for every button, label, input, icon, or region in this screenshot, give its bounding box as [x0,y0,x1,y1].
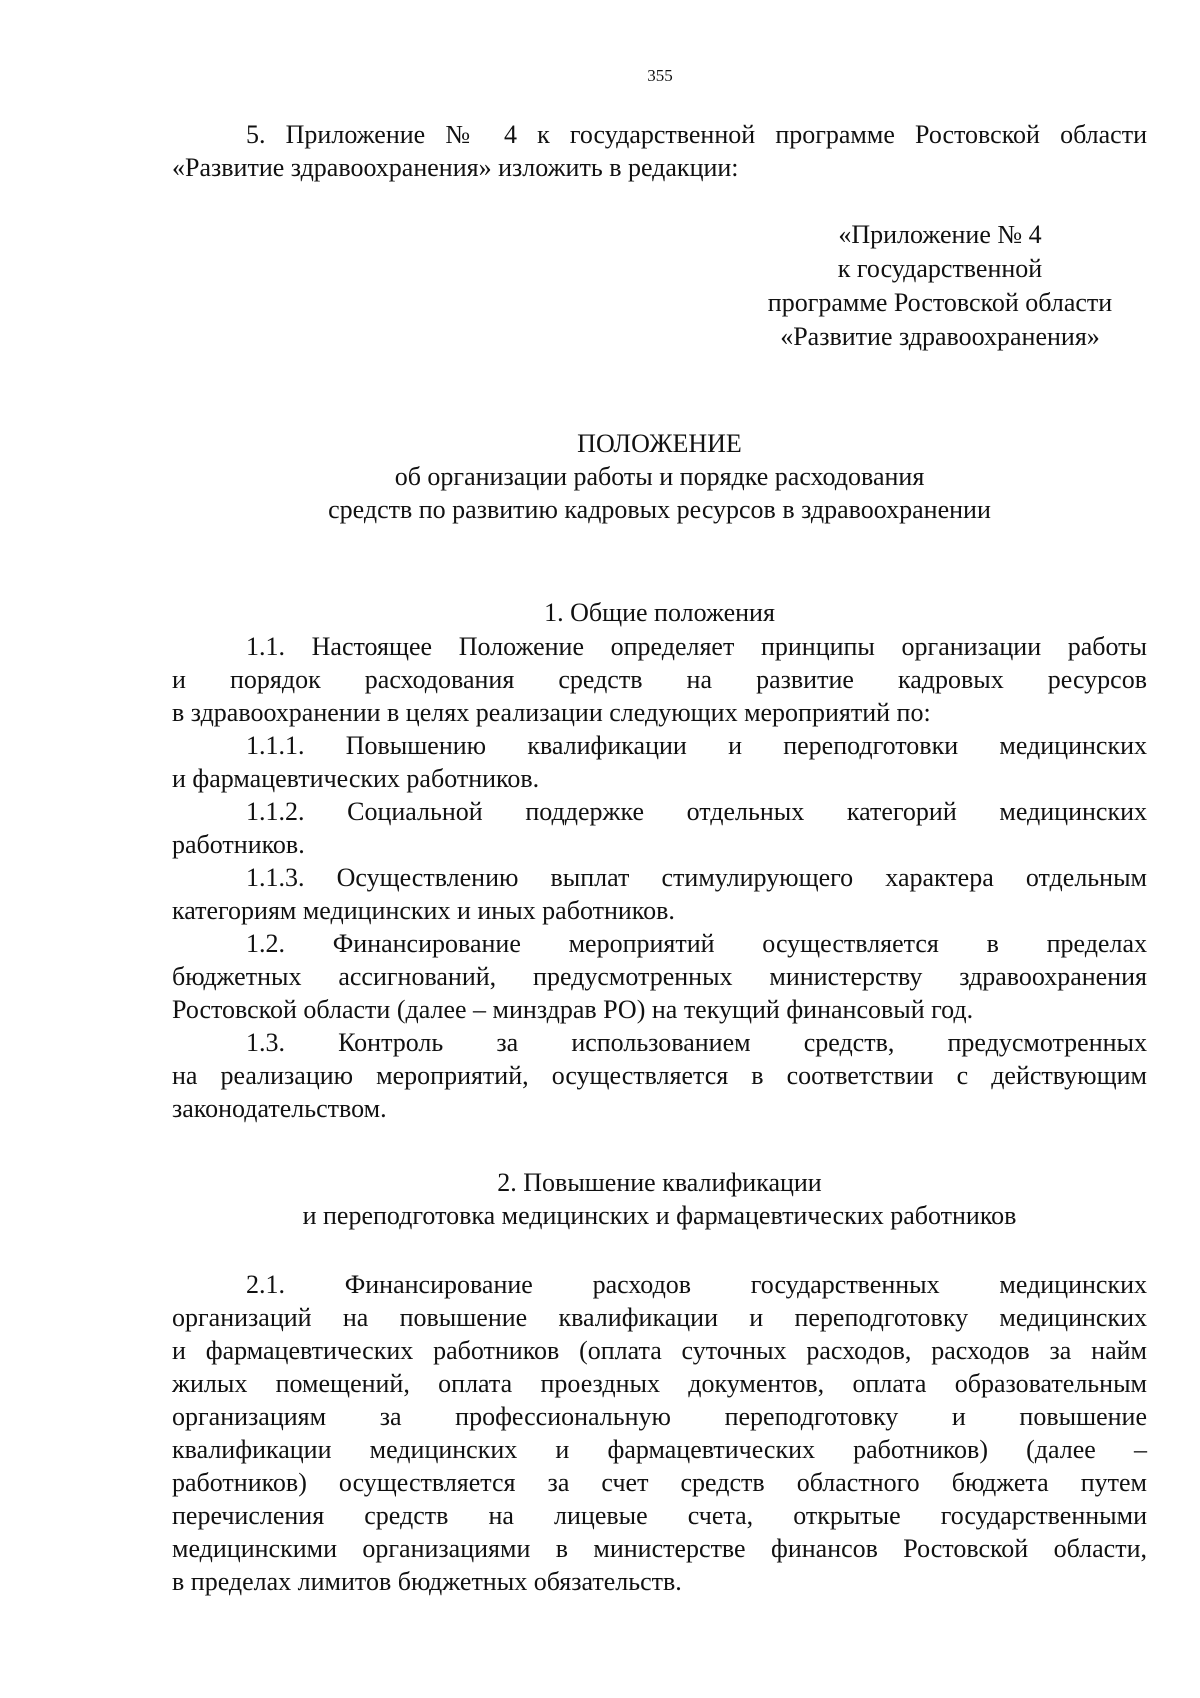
page-number: 355 [647,66,673,85]
paragraph-line: квалификации медицинских и фармацевтических работников) (далее – [172,1435,1147,1464]
document-subtitle-line: средств по развитию кадровых ресурсов в здравоохранении [328,495,991,524]
appendix-header-line: к государственной [837,254,1043,283]
paragraph-line: Ростовской области (далее – минздрав РО) на текущий финансовый год. [172,995,974,1024]
appendix-header-line: «Развитие здравоохранения» [780,322,1100,351]
document-heading: ПОЛОЖЕНИЕ [577,429,742,458]
paragraph-1-2 [172,927,1147,1026]
paragraph-line: 2.1. Финансирование расходов государственных медицинских [246,1270,1147,1299]
paragraph-1-1 [172,630,1147,729]
paragraph-1-3 [172,1026,1147,1125]
section-2-title-line: и переподготовка медицинских и фармацевтических работников [302,1201,1017,1230]
section-2-title [172,1166,1147,1232]
paragraph-line: на реализацию мероприятий, осуществляется в соответствии с действующим [172,1061,1147,1090]
appendix-header-line: «Приложение № 4 [838,220,1042,249]
appendix-header [750,218,1130,354]
intro-line: 5. Приложение № 4 к государственной программе Ростовской области [246,120,1147,149]
paragraph-1-1-3 [172,861,1147,927]
paragraph-line: организациям за профессиональную переподготовку и повышение [172,1402,1147,1431]
paragraph-1-1-1 [172,729,1147,795]
paragraph-2-1 [172,1268,1147,1598]
section-1-title: 1. Общие положения [544,598,775,627]
intro-paragraph [172,118,1147,184]
paragraph-line: работников) осуществляется за счет средств областного бюджета путем [172,1468,1147,1497]
document-title [172,427,1147,526]
paragraph-line: 1.1.1. Повышению квалификации и переподготовки медицинских [246,731,1147,760]
paragraph-line: 1.1.2. Социальной поддержке отдельных категорий медицинских [246,797,1147,826]
appendix-header-line: программе Ростовской области [767,288,1113,317]
paragraph-line: законодательством. [172,1094,387,1123]
paragraph-line: и фармацевтических работников (оплата суточных расходов, расходов за найм [172,1336,1147,1365]
paragraph-line: работников. [172,830,305,859]
paragraph-line: в здравоохранении в целях реализации следующих мероприятий по: [172,698,931,727]
section-2-title-line: 2. Повышение квалификации [497,1168,822,1197]
paragraph-line: категориям медицинских и иных работников. [172,896,675,925]
paragraph-line: медицинскими организациями в министерстве финансов Ростовской области, [172,1534,1147,1563]
paragraph-line: 1.3. Контроль за использованием средств, предусмотренных [246,1028,1147,1057]
intro-line: «Развитие здравоохранения» изложить в редакции: [172,153,739,182]
paragraph-line: и фармацевтических работников. [172,764,540,793]
paragraph-line: организаций на повышение квалификации и переподготовку медицинских [172,1303,1147,1332]
section-2-body [172,1268,1147,1598]
paragraph-line: жилых помещений, оплата проездных документов, оплата образовательным [172,1369,1147,1398]
document-subtitle-line: об организации работы и порядке расходования [394,462,925,491]
paragraph-1-1-2 [172,795,1147,861]
paragraph-line: в пределах лимитов бюджетных обязательств. [172,1567,682,1596]
paragraph-line: 1.1. Настоящее Положение определяет принципы организации работы [246,632,1147,661]
paragraph-line: 1.1.3. Осуществлению выплат стимулирующего характера отдельным [246,863,1147,892]
paragraph-line: 1.2. Финансирование мероприятий осуществляется в пределах [246,929,1147,958]
paragraph-line: перечисления средств на лицевые счета, открытые государственными [172,1501,1147,1530]
paragraph-line: бюджетных ассигнований, предусмотренных министерству здравоохранения [172,962,1147,991]
paragraph-line: и порядок расходования средств на развитие кадровых ресурсов [172,665,1147,694]
section-1-body [172,630,1147,1125]
